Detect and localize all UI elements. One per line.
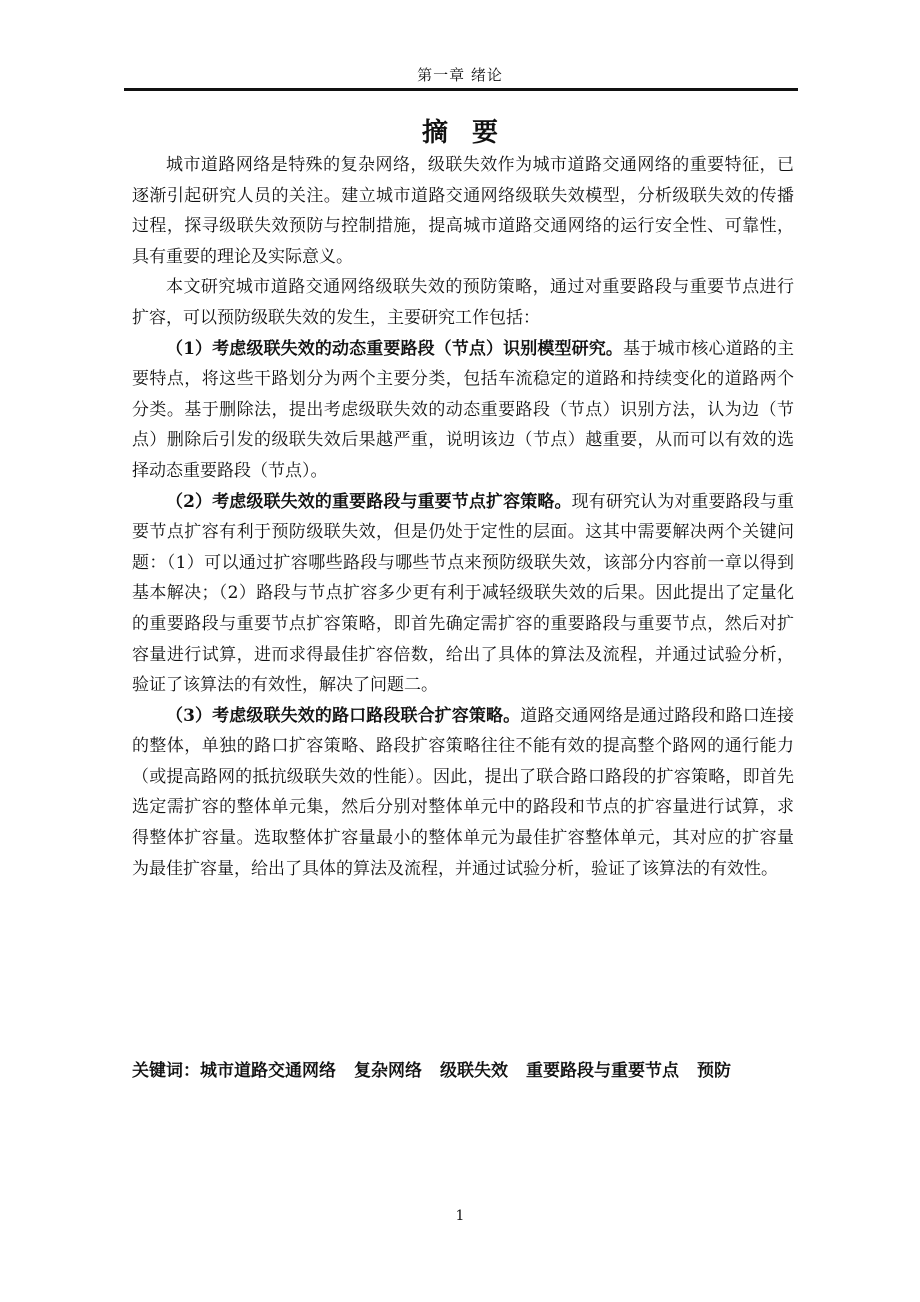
page-number: 1 <box>455 1208 465 1224</box>
item-3-heading: （3）考虑级联失效的路口路段联合扩容策略。 <box>166 705 521 726</box>
keyword: 预防 <box>697 1061 731 1081</box>
paragraph-intro: 城市道路网络是特殊的复杂网络，级联失效作为城市道路交通网络的重要特征，已逐渐引起研究人员的关注。建立城市道路交通网络级联失效模型，分析级联失效的传播过程，探寻级联失效预防与控制措施，提高城市道路交通网络的运行安全性、可靠性，具有重要的理论及实际意义。 <box>132 155 794 267</box>
keywords-label: 关键词： <box>132 1061 200 1081</box>
paragraph-item-2 <box>132 487 794 701</box>
item-1-heading: （1）考虑级联失效的动态重要路段（节点）识别模型研究。 <box>166 338 623 359</box>
header-rule <box>124 88 798 91</box>
abstract-title: 摘要 <box>421 118 522 148</box>
paragraph-item-3 <box>132 701 794 885</box>
abstract-body <box>132 150 794 884</box>
keyword: 级联失效 <box>440 1061 508 1081</box>
running-header: 第一章 绪论 <box>417 66 503 84</box>
item-2-body: 现有研究认为对重要路段与重要节点扩容有利于预防级联失效，但是仍处于定性的层面。这其中需要解决两个关键问题：（1）可以通过扩容哪些路段与哪些节点来预防级联失效，该部分内容前一章以得到基本解决；（2）路段与节点扩容多少更有利于减轻级联失效的后果。因此提出了定量化的重要路段与重要节点扩容策略，即首先确定需扩容的重要路段与重要节点，然后对扩容量进行试算，进而求得最佳扩容倍数，给出了具体的算法及流程，并通过试验分析，验证了该算法的有效性，解决了问题二。 <box>132 491 794 696</box>
item-2-heading: （2）考虑级联失效的重要路段与重要节点扩容策略。 <box>166 491 572 512</box>
keywords-line <box>132 1056 794 1086</box>
paragraph-overview: 本文研究城市道路交通网络级联失效的预防策略，通过对重要路段与重要节点进行扩容，可以预防级联失效的发生，主要研究工作包括： <box>132 277 794 328</box>
item-1-body: 基于城市核心道路的主要特点，将这些干路划分为两个主要分类，包括车流稳定的道路和持续变化的道路两个分类。基于删除法，提出考虑级联失效的动态重要路段（节点）识别方法，认为边（节点）删除后引发的级联失效后果越严重，说明该边（节点）越重要，从而可以有效的选择动态重要路段（节点）。 <box>132 338 795 481</box>
keyword: 重要路段与重要节点 <box>526 1061 679 1081</box>
keyword: 城市道路交通网络 <box>200 1061 336 1081</box>
paragraph-item-1 <box>132 334 794 487</box>
keyword: 复杂网络 <box>354 1061 422 1081</box>
item-3-body: 道路交通网络是通过路段和路口连接的整体，单独的路口扩容策略、路段扩容策略往往不能有效的提高整个路网的通行能力（或提高路网的抵抗级联失效的性能）。因此，提出了联合路口路段的扩容策略，即首先选定需扩容的整体单元集，然后分别对整体单元中的路段和节点的扩容量进行试算，求得整体扩容量。选取整体扩容量最小的整体单元为最佳扩容整体单元，其对应的扩容量为最佳扩容量，给出了具体的算法及流程，并通过试验分析，验证了该算法的有效性。 <box>132 705 795 879</box>
